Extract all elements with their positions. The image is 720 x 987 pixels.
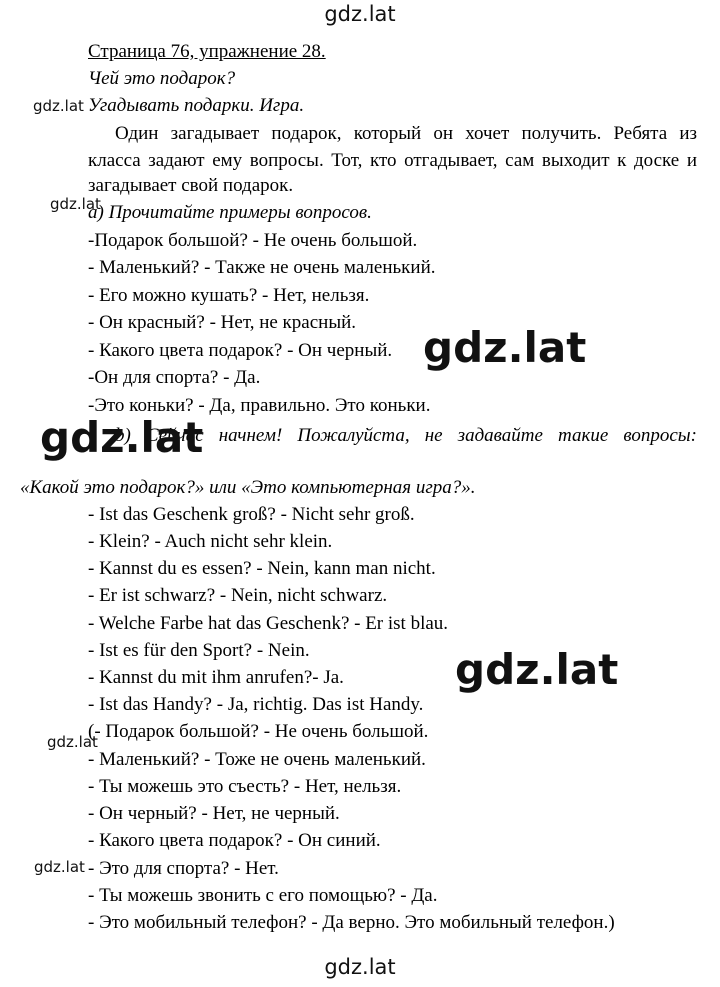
translation-line: - Ты можешь звонить с его помощью? - Да. — [88, 885, 438, 906]
translation-line: - Ты можешь это съесть? - Нет, нельзя. — [88, 776, 402, 797]
translation-line: - Это мобильный телефон? - Да верно. Это мобильный телефон.) — [88, 912, 615, 933]
part-a-line: -Он для спорта? - Да. — [88, 367, 261, 388]
german-line: - Welche Farbe hat das Geschenk? - Er ist blau. — [88, 613, 449, 634]
watermark-small: gdz.lat — [34, 858, 85, 876]
part-a-line: - Он красный? - Нет, не красный. — [88, 312, 357, 333]
german-line: - Kannst du mit ihm anrufen?- Ja. — [88, 667, 344, 688]
german-line: - Ist das Handy? - Ja, richtig. Das ist Handy. — [88, 694, 424, 715]
translation-line: - Маленький? - Тоже не очень маленький. — [88, 749, 426, 770]
translation-line: - Какого цвета подарок? - Он синий. — [88, 830, 381, 851]
german-line: - Kannst du es essen? - Nein, kann man nicht. — [88, 558, 436, 579]
part-a-line: - Какого цвета подарок? - Он черный. — [88, 340, 393, 361]
part-a-line: - Его можно кушать? - Нет, нельзя. — [88, 285, 370, 306]
intro-line: Один загадывает подарок, который он хочет получить. Ребята из — [115, 123, 697, 144]
translation-line: - Это для спорта? - Нет. — [88, 858, 279, 879]
translation-line: - Он черный? - Нет, не черный. — [88, 803, 340, 824]
watermark-small: gdz.lat — [47, 733, 98, 751]
part-a-title: а) Прочитайте примеры вопросов. — [88, 202, 372, 223]
german-line: - Ist es für den Sport? - Nein. — [88, 640, 310, 661]
german-line: - Er ist schwarz? - Nein, nicht schwarz. — [88, 585, 388, 606]
part-a-line: -Это коньки? - Да, правильно. Это коньки. — [88, 395, 431, 416]
watermark-small: gdz.lat — [33, 97, 84, 115]
intro-line: загадывает свой подарок. — [88, 175, 294, 196]
intro-line: класса задают ему вопросы. Тот, кто отгадывает, сам выходит к доске и — [88, 150, 697, 171]
watermark-bottom: gdz.lat — [324, 955, 396, 979]
watermark-large: gdz.lat — [40, 413, 204, 462]
watermark-small: gdz.lat — [50, 195, 101, 213]
german-line: - Klein? - Auch nicht sehr klein. — [88, 531, 333, 552]
game-title: Угадывать подарки. Игра. — [88, 95, 305, 116]
watermark-large: gdz.lat — [423, 323, 587, 372]
part-b-title: «Какой это подарок?» или «Это компьютерная игра?». — [20, 477, 476, 498]
german-line: - Ist das Geschenk groß? - Nicht sehr groß. — [88, 504, 415, 525]
watermark-large: gdz.lat — [455, 645, 619, 694]
watermark-top: gdz.lat — [324, 2, 396, 26]
part-a-line: - Маленький? - Также не очень маленький. — [88, 257, 436, 278]
exercise-heading: Страница 76, упражнение 28. — [88, 41, 326, 62]
exercise-subtitle: Чей это подарок? — [88, 68, 236, 89]
part-b-title: b) Сейчас начнем! Пожалуйста, не задавайте такие вопросы: — [115, 425, 697, 446]
part-a-line: -Подарок большой? - Не очень большой. — [88, 230, 418, 251]
translation-line: (- Подарок большой? - Не очень большой. — [88, 721, 429, 742]
